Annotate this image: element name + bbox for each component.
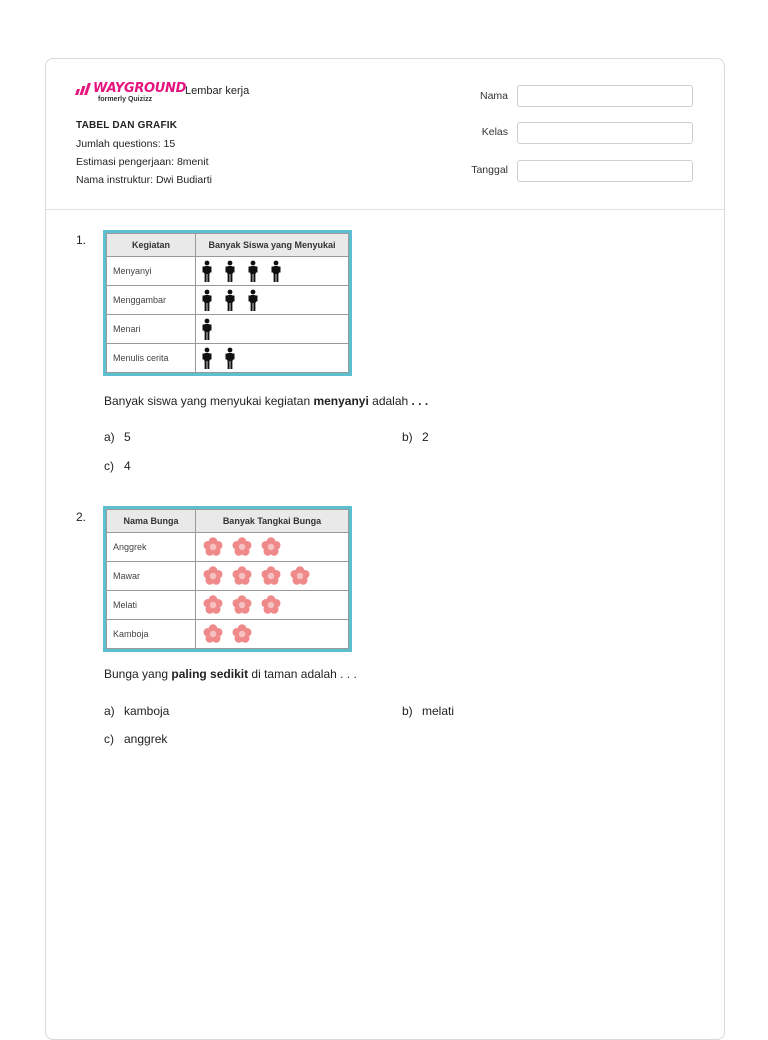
flower-icon bbox=[231, 624, 253, 644]
question-number: 1. bbox=[76, 233, 87, 247]
table-row bbox=[107, 344, 349, 373]
brand-name: WAYGROUND bbox=[93, 81, 187, 96]
date-field[interactable] bbox=[517, 160, 693, 182]
person-icon bbox=[271, 260, 281, 282]
row-icons bbox=[196, 344, 349, 373]
question-stem bbox=[104, 394, 428, 408]
option-letter: b) bbox=[402, 704, 413, 718]
table-row bbox=[107, 533, 349, 562]
table-row bbox=[107, 620, 349, 649]
person-icon bbox=[225, 260, 235, 282]
person-icon bbox=[202, 318, 212, 340]
person-icon bbox=[225, 347, 235, 369]
row-icons bbox=[196, 286, 349, 315]
name-label: Nama bbox=[479, 90, 508, 102]
option-letter: b) bbox=[402, 430, 413, 444]
worksheet-label: Lembar kerja bbox=[185, 85, 250, 97]
class-field[interactable] bbox=[517, 122, 693, 144]
flower-icon bbox=[231, 595, 253, 615]
row-label: Mawar bbox=[107, 562, 196, 591]
table-row bbox=[107, 257, 349, 286]
stem-text: Banyak siswa yang menyukai kegiatan bbox=[104, 394, 314, 408]
option-letter: c) bbox=[104, 459, 114, 473]
answer-option[interactable] bbox=[402, 430, 429, 444]
flower-icon bbox=[202, 595, 224, 615]
class-label: Kelas bbox=[481, 126, 508, 138]
person-icon bbox=[202, 289, 212, 311]
row-icons bbox=[196, 533, 349, 562]
worksheet-page bbox=[45, 58, 725, 1040]
question-stem bbox=[104, 667, 357, 681]
row-label: Anggrek bbox=[107, 533, 196, 562]
date-label: Tanggal bbox=[471, 164, 508, 176]
question-number: 2. bbox=[76, 510, 87, 524]
activity-pictograph-table bbox=[103, 230, 352, 376]
brand-subtitle: formerly Quizizz bbox=[98, 96, 153, 103]
option-text: 4 bbox=[124, 459, 131, 473]
table-row bbox=[107, 315, 349, 344]
worksheet-title: TABEL DAN GRAFIK bbox=[76, 120, 178, 131]
table-row bbox=[107, 562, 349, 591]
row-icons bbox=[196, 562, 349, 591]
stem-emphasis: paling sedikit bbox=[171, 667, 249, 681]
person-icon bbox=[248, 260, 258, 282]
option-text: anggrek bbox=[124, 732, 168, 746]
stem-text: Bunga yang bbox=[104, 667, 172, 681]
row-icons bbox=[196, 591, 349, 620]
option-text: melati bbox=[422, 704, 455, 718]
stem-emphasis: menyanyi bbox=[313, 394, 369, 408]
option-letter: c) bbox=[104, 732, 114, 746]
row-label: Menari bbox=[107, 315, 196, 344]
instructor-name: Nama instruktur: Dwi Budiarti bbox=[76, 174, 212, 186]
row-label: Menggambar bbox=[107, 286, 196, 315]
answer-option[interactable] bbox=[402, 704, 454, 718]
flower-icon bbox=[202, 537, 224, 557]
table-header: Kegiatan bbox=[107, 234, 196, 257]
table-header: Nama Bunga bbox=[107, 510, 196, 533]
flower-icon bbox=[260, 595, 282, 615]
answer-option[interactable] bbox=[104, 459, 131, 473]
row-label: Menyanyi bbox=[107, 257, 196, 286]
flower-icon bbox=[231, 566, 253, 586]
flower-icon bbox=[202, 566, 224, 586]
person-icon bbox=[248, 289, 258, 311]
flower-pictograph-table bbox=[103, 506, 352, 652]
questions-count: Jumlah questions: 15 bbox=[76, 138, 176, 150]
stem-text: adalah bbox=[368, 394, 412, 408]
stem-emphasis: . . . bbox=[411, 394, 429, 408]
name-field[interactable] bbox=[517, 85, 693, 107]
worksheet-header bbox=[46, 59, 724, 210]
stem-text: di taman adalah . . . bbox=[248, 667, 357, 681]
option-letter: a) bbox=[104, 704, 115, 718]
flower-icon bbox=[202, 624, 224, 644]
option-text: 2 bbox=[422, 430, 429, 444]
option-text: 5 bbox=[124, 430, 131, 444]
table-header: Banyak Siswa yang Menyukai bbox=[196, 234, 349, 257]
worksheet-meta bbox=[76, 117, 212, 189]
row-icons bbox=[196, 315, 349, 344]
row-icons bbox=[196, 257, 349, 286]
row-label: Menulis cerita bbox=[107, 344, 196, 373]
flower-icon bbox=[289, 566, 311, 586]
table-row bbox=[107, 286, 349, 315]
flower-icon bbox=[260, 537, 282, 557]
logo-mark-icon bbox=[76, 83, 91, 95]
flower-icon bbox=[260, 566, 282, 586]
table-header: Banyak Tangkai Bunga bbox=[196, 510, 349, 533]
option-text: kamboja bbox=[124, 704, 170, 718]
table-row bbox=[107, 591, 349, 620]
person-icon bbox=[225, 289, 235, 311]
row-label: Kamboja bbox=[107, 620, 196, 649]
flower-icon bbox=[231, 537, 253, 557]
person-icon bbox=[202, 260, 212, 282]
time-estimate: Estimasi pengerjaan: 8menit bbox=[76, 156, 209, 168]
person-icon bbox=[202, 347, 212, 369]
answer-option[interactable] bbox=[104, 732, 167, 746]
answer-option[interactable] bbox=[104, 430, 131, 444]
answer-option[interactable] bbox=[104, 704, 169, 718]
row-label: Melati bbox=[107, 591, 196, 620]
row-icons bbox=[196, 620, 349, 649]
option-letter: a) bbox=[104, 430, 115, 444]
brand-logo bbox=[76, 81, 186, 103]
